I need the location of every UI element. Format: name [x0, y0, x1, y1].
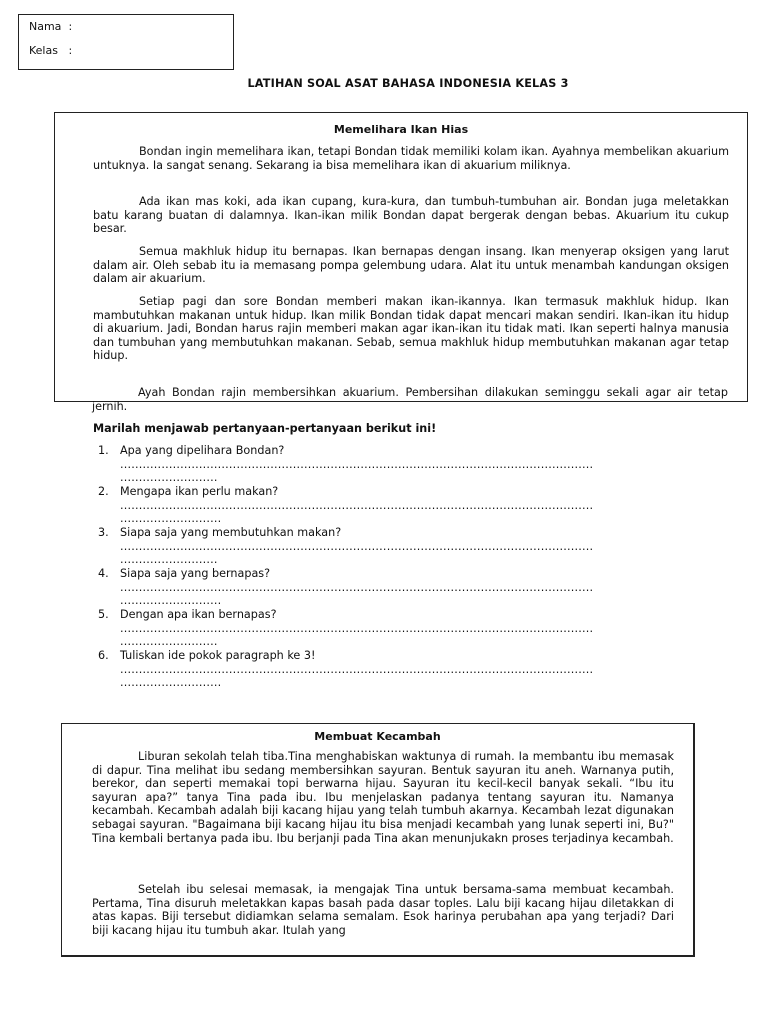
question-number: 6. — [98, 649, 109, 662]
name-colon: : — [68, 20, 73, 33]
question-item — [93, 485, 679, 526]
question-item — [93, 649, 679, 690]
question-text: Siapa saja yang bernapas? — [120, 567, 271, 580]
questions-instruction: Marilah menjawab pertanyaan-pertanyaan berikut ini! — [93, 422, 437, 435]
answer-line-continued[interactable]: ........................... — [120, 594, 222, 607]
answer-line-continued[interactable]: ........................... — [120, 676, 222, 689]
question-text: Mengapa ikan perlu makan? — [120, 485, 279, 498]
question-number: 4. — [98, 567, 109, 580]
question-text: Tuliskan ide pokok paragraph ke 3! — [120, 649, 316, 662]
answer-line[interactable]: .............................................................................................................................. — [120, 663, 594, 676]
reading-1-paragraph-2: Ada ikan mas koki, ada ikan cupang, kura-kura, dan tumbuh-tumbuhan air. Bondan juga meletakkan batu karang buatan di dalamnya. Ikan-ikan milik Bondan dapat bergerak dengan bebas. Akuarium itu cukup besar. — [93, 195, 729, 236]
name-row — [29, 20, 72, 33]
question-item — [93, 567, 679, 608]
reading-2-title: Membuat Kecambah — [314, 730, 441, 743]
question-item — [93, 608, 679, 649]
name-label: Nama — [29, 20, 62, 33]
question-item — [93, 444, 679, 485]
identity-box — [18, 14, 234, 70]
reading-1-paragraph-1: Bondan ingin memelihara ikan, tetapi Bondan tidak memiliki kolam ikan. Ayahnya membelikan akuarium untuknya. Ia sangat senang. Sekarang ia bisa memelihara ikan di akuarium miliknya. — [93, 145, 729, 172]
answer-line-continued[interactable]: .......................... — [120, 553, 218, 566]
question-number: 5. — [98, 608, 109, 621]
reading-box-2 — [61, 723, 695, 957]
answer-line[interactable]: .............................................................................................................................. — [120, 581, 594, 594]
question-text: Dengan apa ikan bernapas? — [120, 608, 277, 621]
class-label: Kelas — [29, 44, 58, 57]
reading-2-paragraph-1: Liburan sekolah telah tiba.Tina menghabiskan waktunya di rumah. Ia membantu ibu memasak di dapur. Tina melihat ibu sedang membersihkan sayuran. Bentuk sayuran itu aneh. Warnanya putih, berekor, dan seperti memakai topi berwarna hijau. Sayuran itu kecil-kecil banyak sekali. “Ibu itu sayuran apa?” tanya Tina pada ibu. Ibu menjelaskan padanya tentang sayuran itu. Namanya kecambah. Kecambah adalah biji kacang hijau yang telah tumbuh akarnya. Kecambah lezat digunakan sebagai sayuran. "Bagaimana biji kacang hijau itu bisa menjadi kecambah yang lunak seperti ini, Bu?" Tina kembali bertanya pada ibu. Ibu berjanji pada Tina akan menunjukakn proses terjadinya kecambah. — [92, 750, 674, 845]
answer-line[interactable]: .............................................................................................................................. — [120, 458, 594, 471]
class-colon: : — [68, 44, 73, 57]
reading-1-title: Memelihara Ikan Hias — [333, 123, 469, 136]
answer-line-continued[interactable]: ........................... — [120, 512, 222, 525]
answer-line-continued[interactable]: .......................... — [120, 635, 218, 648]
reading-2-paragraph-2: Setelah ibu selesai memasak, ia mengajak Tina untuk bersama-sama membuat kecambah. Pertama, Tina disuruh meletakkan kapas basah pada dasar toples. Lalu biji kacang hijau diletakkan di atas kapas. Biji tersebut didiamkan selama semalam. Esok harinya perubahan apa yang terjadi? Dari biji kacang hijau itu tumbuh akar. Itulah yang — [92, 883, 674, 937]
reading-1-paragraph-3: Semua makhluk hidup itu bernapas. Ikan bernapas dengan insang. Ikan menyerap oksigen yang larut dalam air. Oleh sebab itu ia memasang pompa gelembung udara. Alat itu untuk menambah kandungan oksigen dalam air akuarium. — [93, 245, 729, 286]
question-text: Siapa saja yang membutuhkan makan? — [120, 526, 342, 539]
answer-line[interactable]: .............................................................................................................................. — [120, 622, 594, 635]
question-item — [93, 526, 679, 567]
question-number: 2. — [98, 485, 109, 498]
reading-1-paragraph-4: Setiap pagi dan sore Bondan memberi makan ikan-ikannya. Ikan termasuk makhluk hidup. Ikan mambutuhkan makanan untuk hidup. Ikan milik Bondan tidak dapat mencari makan sendiri. Ikan-ikan itu hidup di akuarium. Jadi, Bondan harus rajin memberi makan agar ikan-ikan itu tidak mati. Ikan seperti halnya manusia dan tumbuhan yang membutuhkan makanan. Sebab, semua makhluk hidup membutuhkan makanan agar tetap hidup. — [93, 295, 729, 363]
question-number: 1. — [98, 444, 109, 457]
question-number: 3. — [98, 526, 109, 539]
worksheet-title: LATIHAN SOAL ASAT BAHASA INDONESIA KELAS 3 — [247, 77, 569, 90]
answer-line[interactable]: .............................................................................................................................. — [120, 540, 594, 553]
reading-box-1 — [54, 112, 748, 402]
answer-line-continued[interactable]: .......................... — [120, 471, 218, 484]
question-text: Apa yang dipelihara Bondan? — [120, 444, 285, 457]
reading-1-paragraph-5: Ayah Bondan rajin membersihkan akuarium. Pembersihan dilakukan seminggu sekali agar air tetap jernih. — [92, 386, 728, 413]
class-row — [29, 44, 72, 57]
question-list — [93, 444, 679, 690]
answer-line[interactable]: .............................................................................................................................. — [120, 499, 594, 512]
